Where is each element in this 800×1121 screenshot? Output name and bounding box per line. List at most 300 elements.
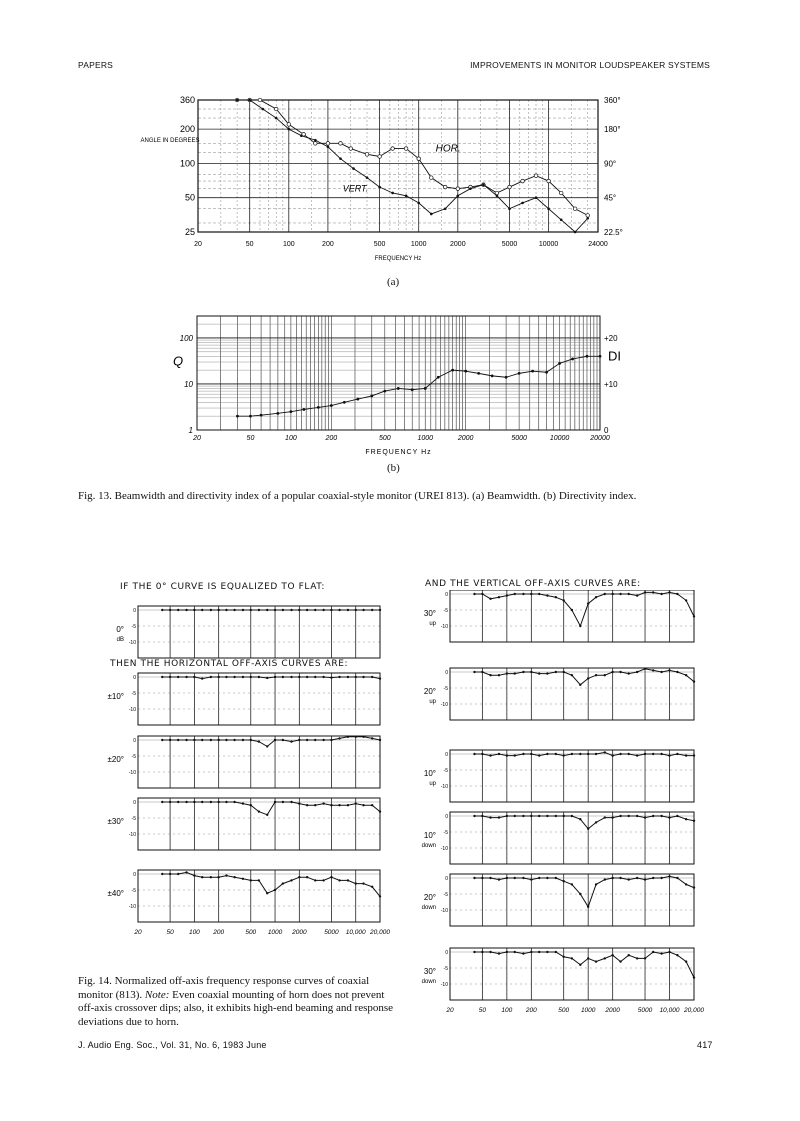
data-point: [201, 677, 203, 679]
panel-label: 30°: [423, 967, 436, 976]
x-tick-label: 20: [194, 241, 202, 248]
data-point: [644, 957, 646, 959]
data-point: [355, 676, 357, 678]
data-point: [660, 815, 662, 817]
data-point: [481, 593, 483, 595]
y-axis-label: ANGLE IN DEGREES: [140, 138, 200, 144]
x-tick-label: 24000: [588, 241, 608, 248]
data-point: [530, 815, 532, 817]
data-point: [161, 609, 163, 611]
y-tick-label: 50: [184, 192, 195, 203]
data-point: [362, 609, 364, 611]
data-point: [644, 591, 646, 593]
data-point: [169, 739, 171, 741]
data-point: [250, 739, 252, 741]
y-tick-label: 100: [179, 333, 193, 343]
data-point: [338, 804, 340, 806]
data-point: [177, 801, 179, 803]
y-tick-label: -10: [440, 624, 448, 630]
data-point: [587, 906, 589, 908]
panel-frame: [138, 673, 380, 725]
data-point: [249, 415, 252, 418]
data-point: [169, 609, 171, 611]
data-point: [225, 676, 227, 678]
data-point: [508, 185, 512, 189]
data-point: [530, 593, 532, 595]
data-point: [628, 672, 630, 674]
data-point: [429, 176, 433, 180]
data-point: [558, 362, 561, 365]
data-point: [201, 609, 203, 611]
data-point: [652, 591, 654, 593]
data-point: [210, 801, 212, 803]
data-point: [473, 815, 475, 817]
response-curve: [162, 737, 380, 747]
data-point: [619, 960, 621, 962]
data-point: [522, 877, 524, 879]
data-point: [473, 877, 475, 879]
data-point: [250, 804, 252, 806]
data-point: [330, 739, 332, 741]
data-point: [236, 415, 239, 418]
data-point: [161, 676, 163, 678]
y-tick-label: -5: [443, 608, 448, 614]
data-point: [559, 191, 563, 195]
data-point: [628, 954, 630, 956]
data-point: [604, 878, 606, 880]
y-tick-label: -5: [131, 754, 136, 760]
data-point: [595, 883, 597, 885]
data-point: [169, 801, 171, 803]
series-line-vert: [237, 100, 588, 232]
x-tick-label: 500: [378, 435, 391, 442]
panel-label-sub: dB: [116, 637, 124, 643]
panel-label: 10°: [423, 769, 436, 778]
data-point: [298, 676, 300, 678]
data-point: [579, 684, 581, 686]
data-point: [298, 739, 300, 741]
response-curve: [474, 816, 694, 829]
y-tick-label: 0: [445, 752, 448, 758]
data-point: [397, 387, 400, 390]
data-point: [330, 876, 332, 878]
data-point: [185, 739, 187, 741]
x-tick-label: 5000: [511, 435, 527, 442]
panel-label: 0°: [116, 625, 124, 634]
data-point: [233, 609, 235, 611]
x-tick-label: 5000: [324, 929, 339, 936]
data-point: [489, 598, 491, 600]
data-point: [201, 801, 203, 803]
data-point: [522, 753, 524, 755]
data-point: [314, 879, 316, 881]
y-tick-label: 10: [184, 379, 193, 389]
data-point: [587, 602, 589, 604]
data-point: [481, 753, 483, 755]
data-point: [676, 753, 678, 755]
data-point: [258, 98, 262, 102]
data-point: [611, 671, 613, 673]
data-point: [636, 815, 638, 817]
data-point: [579, 753, 581, 755]
data-point: [379, 810, 381, 812]
data-point: [506, 877, 508, 879]
right-tick-label: +10: [604, 379, 618, 389]
y-tick-label: -10: [128, 640, 136, 646]
data-point: [660, 877, 662, 879]
x-tick-label: 10000: [549, 435, 570, 442]
data-point: [314, 739, 316, 741]
x-tick-label: 200: [325, 435, 338, 442]
figure-13a-beamwidth-chart: [140, 92, 640, 267]
data-point: [555, 753, 557, 755]
data-point: [619, 877, 621, 879]
data-point: [261, 108, 264, 111]
data-point: [347, 676, 349, 678]
data-point: [481, 951, 483, 953]
data-point: [347, 879, 349, 881]
data-point: [693, 754, 695, 756]
data-point: [274, 107, 278, 111]
data-point: [555, 815, 557, 817]
data-point: [417, 157, 421, 161]
panel-frame: [138, 798, 380, 850]
figure-14-caption-rest: Even coaxial mounting of horn does not prevent off-axis crossover dips; also, it exhibits high-end beaming and response deviations due to horn.: [78, 988, 394, 1028]
data-point: [290, 676, 292, 678]
data-point: [266, 814, 268, 816]
data-point: [531, 370, 534, 373]
data-point: [355, 736, 357, 738]
y-tick-label: 360: [179, 95, 195, 105]
data-point: [193, 874, 195, 876]
data-point: [391, 192, 394, 195]
y-tick-label: -5: [131, 691, 136, 697]
data-point: [456, 187, 460, 191]
data-point: [579, 893, 581, 895]
data-point: [644, 816, 646, 818]
data-point: [518, 372, 521, 375]
panel-label: 20°: [423, 687, 436, 696]
data-point: [250, 879, 252, 881]
data-point: [169, 873, 171, 875]
data-point: [644, 753, 646, 755]
data-point: [233, 801, 235, 803]
data-point: [652, 951, 654, 953]
fig14-left-subtitle: THEN THE HORIZONTAL OFF-AXIS CURVES ARE:: [110, 659, 349, 669]
data-point: [306, 804, 308, 806]
data-point: [538, 951, 540, 953]
data-point: [599, 355, 602, 358]
data-point: [370, 395, 373, 398]
figure-14-caption: [78, 975, 398, 1029]
right-axis-label-di: DI: [608, 348, 621, 364]
data-point: [619, 815, 621, 817]
data-point: [362, 882, 364, 884]
data-point: [587, 828, 589, 830]
data-point: [619, 593, 621, 595]
x-tick-label: 100: [188, 929, 200, 936]
data-point: [258, 609, 260, 611]
data-point: [522, 952, 524, 954]
panel-label-sub: down: [421, 905, 436, 911]
data-point: [505, 376, 508, 379]
data-point: [628, 878, 630, 880]
data-point: [362, 736, 364, 738]
response-curve: [474, 952, 694, 978]
data-point: [562, 815, 564, 817]
data-point: [362, 676, 364, 678]
figure-13b-label: (b): [387, 462, 400, 474]
data-point: [161, 801, 163, 803]
data-point: [330, 404, 333, 407]
x-axis-label: FREQUENCY Hz: [374, 256, 422, 262]
data-point: [338, 879, 340, 881]
data-point: [611, 954, 613, 956]
data-point: [314, 609, 316, 611]
data-point: [604, 674, 606, 676]
data-point: [185, 871, 187, 873]
data-point: [693, 976, 695, 978]
data-point: [327, 145, 330, 148]
data-point: [378, 155, 382, 159]
running-header-right: IMPROVEMENTS IN MONITOR LOUDSPEAKER SYSTEMS: [470, 60, 710, 70]
data-point: [276, 412, 279, 415]
data-point: [522, 671, 524, 673]
y-tick-label: -5: [443, 966, 448, 972]
data-point: [604, 751, 606, 753]
y-tick-label: 25: [184, 227, 195, 237]
data-point: [628, 593, 630, 595]
data-point: [514, 877, 516, 879]
data-point: [489, 754, 491, 756]
data-point: [506, 594, 508, 596]
panel-label: ±10°: [107, 692, 124, 701]
data-point: [571, 883, 573, 885]
data-point: [473, 593, 475, 595]
x-tick-label: 50: [478, 1007, 486, 1014]
data-point: [185, 676, 187, 678]
data-point: [343, 401, 346, 404]
data-point: [258, 740, 260, 742]
figure-14-caption-prefix: Fig. 14. Normalized off-axis frequency response curves of coaxial monitor (813).: [78, 975, 370, 1001]
data-point: [298, 876, 300, 878]
data-point: [266, 609, 268, 611]
data-point: [489, 951, 491, 953]
data-point: [355, 802, 357, 804]
data-point: [676, 877, 678, 879]
data-point: [498, 816, 500, 818]
x-tick-label: 10,000: [659, 1007, 680, 1014]
data-point: [685, 599, 687, 601]
data-point: [530, 951, 532, 953]
data-point: [498, 596, 500, 598]
data-point: [371, 886, 373, 888]
data-point: [514, 754, 516, 756]
data-point: [685, 883, 687, 885]
y-tick-label: 1: [188, 426, 193, 435]
footer-page-number: 417: [697, 1040, 713, 1050]
data-point: [611, 877, 613, 879]
data-point: [258, 879, 260, 881]
data-point: [573, 207, 577, 211]
x-tick-label: 500: [558, 1007, 570, 1014]
data-point: [322, 609, 324, 611]
data-point: [545, 371, 548, 374]
data-point: [660, 593, 662, 595]
data-point: [282, 801, 284, 803]
data-point: [290, 740, 292, 742]
data-point: [225, 801, 227, 803]
series-label-hor: HOR.: [435, 143, 461, 155]
data-point: [652, 669, 654, 671]
data-point: [538, 672, 540, 674]
data-point: [530, 878, 532, 880]
data-point: [676, 954, 678, 956]
data-point: [404, 147, 408, 151]
data-point: [660, 671, 662, 673]
data-point: [676, 815, 678, 817]
right-tick-label: 22.5°: [604, 228, 623, 237]
data-point: [303, 408, 306, 411]
panel-label-sub: up: [429, 699, 436, 705]
data-point: [587, 753, 589, 755]
data-point: [266, 892, 268, 894]
data-point: [535, 196, 538, 199]
data-point: [306, 676, 308, 678]
x-tick-label: 2000: [605, 1007, 620, 1014]
plot-frame: [197, 316, 600, 430]
data-point: [685, 674, 687, 676]
data-point: [611, 816, 613, 818]
y-tick-label: 0: [133, 738, 136, 744]
y-tick-label: 0: [133, 872, 136, 878]
y-tick-label: -10: [128, 770, 136, 776]
data-point: [473, 951, 475, 953]
data-point: [636, 877, 638, 879]
data-point: [282, 882, 284, 884]
data-point: [644, 878, 646, 880]
data-point: [274, 676, 276, 678]
data-point: [498, 878, 500, 880]
data-point: [417, 202, 420, 205]
data-point: [274, 801, 276, 803]
data-point: [579, 964, 581, 966]
data-point: [562, 880, 564, 882]
y-tick-label: -10: [440, 908, 448, 914]
data-point: [636, 594, 638, 596]
data-point: [225, 874, 227, 876]
data-point: [546, 672, 548, 674]
data-point: [275, 117, 278, 120]
y-tick-label: 0: [445, 592, 448, 598]
fig14-right-title: AND THE VERTICAL OFF-AXIS CURVES ARE:: [425, 579, 641, 589]
data-point: [562, 754, 564, 756]
x-tick-label: 100: [282, 241, 295, 248]
panel-frame: [450, 590, 694, 642]
data-point: [693, 820, 695, 822]
data-point: [611, 754, 613, 756]
data-point: [562, 671, 564, 673]
data-point: [579, 625, 581, 627]
data-point: [693, 615, 695, 617]
right-tick-label: 45°: [604, 193, 617, 203]
data-point: [538, 815, 540, 817]
figure-14-caption-note: Note:: [144, 988, 170, 1001]
data-point: [430, 213, 433, 216]
data-point: [306, 739, 308, 741]
data-point: [242, 609, 244, 611]
right-tick-label: +20: [604, 333, 618, 343]
x-tick-label: 200: [213, 929, 225, 936]
data-point: [668, 754, 670, 756]
data-point: [161, 873, 163, 875]
data-point: [314, 676, 316, 678]
data-point: [514, 951, 516, 953]
figure-13b-directivity-chart: [155, 308, 635, 460]
y-axis-label-q: Q: [173, 353, 184, 369]
data-point: [443, 185, 447, 189]
data-point: [555, 877, 557, 879]
data-point: [469, 187, 472, 190]
data-point: [530, 671, 532, 673]
data-point: [287, 123, 291, 127]
data-point: [287, 128, 290, 131]
y-tick-label: 0: [445, 876, 448, 882]
data-point: [660, 753, 662, 755]
x-tick-label: 500: [373, 241, 386, 248]
data-point: [282, 739, 284, 741]
data-point: [506, 672, 508, 674]
data-point: [338, 676, 340, 678]
data-point: [266, 745, 268, 747]
data-point: [644, 668, 646, 670]
right-tick-label: 0: [604, 426, 609, 435]
data-point: [266, 677, 268, 679]
x-tick-label: 1000: [580, 1007, 596, 1014]
data-point: [595, 596, 597, 598]
y-tick-label: -5: [443, 892, 448, 898]
data-point: [522, 593, 524, 595]
data-point: [322, 802, 324, 804]
data-point: [498, 753, 500, 755]
panel-label-sub: up: [429, 621, 436, 627]
data-point: [298, 802, 300, 804]
footer-journal: J. Audio Eng. Soc., Vol. 31, No. 6, 1983 June: [78, 1040, 267, 1050]
data-point: [595, 753, 597, 755]
data-point: [555, 596, 557, 598]
data-point: [362, 804, 364, 806]
data-point: [355, 882, 357, 884]
data-point: [514, 593, 516, 595]
data-point: [177, 676, 179, 678]
data-point: [514, 815, 516, 817]
y-tick-label: -10: [440, 846, 448, 852]
data-point: [248, 99, 251, 102]
data-point: [185, 801, 187, 803]
x-tick-label: 20,000: [684, 1007, 704, 1014]
y-tick-label: 0: [445, 814, 448, 820]
x-tick-label: 50: [246, 435, 255, 442]
x-tick-label: 5000: [501, 241, 518, 248]
data-point: [201, 739, 203, 741]
data-point: [356, 398, 359, 401]
data-point: [282, 676, 284, 678]
data-point: [314, 142, 318, 146]
data-point: [685, 818, 687, 820]
data-point: [330, 804, 332, 806]
data-point: [193, 739, 195, 741]
figure-14-response-panels: [60, 590, 720, 1040]
